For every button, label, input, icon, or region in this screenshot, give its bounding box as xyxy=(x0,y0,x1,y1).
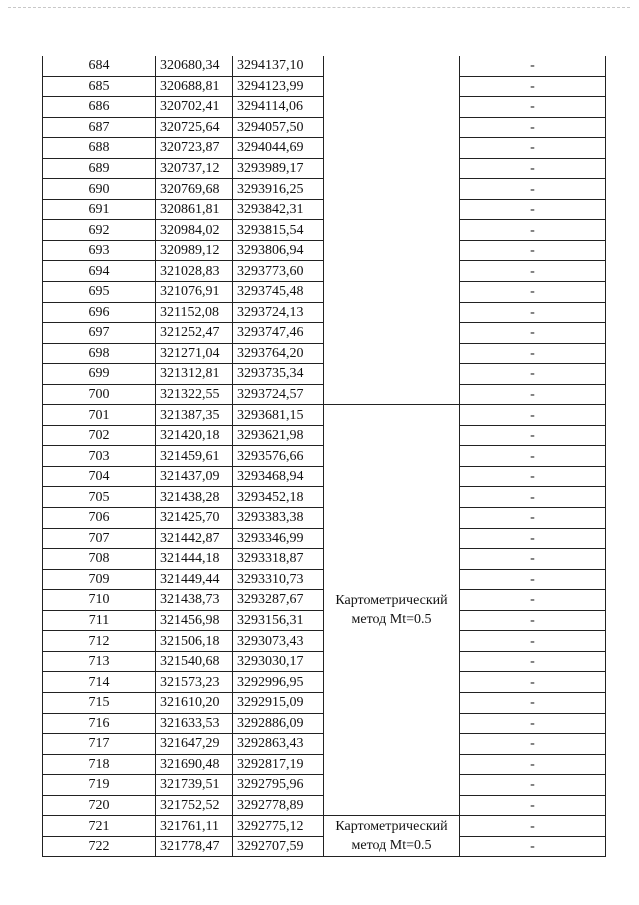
y-coordinate-cell: 3293576,66 xyxy=(233,446,324,467)
point-number-cell: 685 xyxy=(43,76,156,97)
x-coordinate-cell: 320861,81 xyxy=(156,199,233,220)
y-coordinate-cell: 3292778,89 xyxy=(233,795,324,816)
x-coordinate-cell: 321456,98 xyxy=(156,610,233,631)
y-coordinate-cell: 3293806,94 xyxy=(233,240,324,261)
point-number-cell: 719 xyxy=(43,775,156,796)
x-coordinate-cell: 321442,87 xyxy=(156,528,233,549)
y-coordinate-cell: 3292707,59 xyxy=(233,836,324,857)
accuracy-cell: - xyxy=(460,569,606,590)
accuracy-cell: - xyxy=(460,343,606,364)
accuracy-cell: - xyxy=(460,323,606,344)
point-number-cell: 722 xyxy=(43,836,156,857)
point-number-cell: 715 xyxy=(43,692,156,713)
x-coordinate-cell: 321387,35 xyxy=(156,405,233,426)
x-coordinate-cell: 321761,11 xyxy=(156,816,233,837)
table-row xyxy=(43,405,606,426)
y-coordinate-cell: 3293745,48 xyxy=(233,282,324,303)
point-number-cell: 702 xyxy=(43,425,156,446)
x-coordinate-cell: 321028,83 xyxy=(156,261,233,282)
y-coordinate-cell: 3293735,34 xyxy=(233,364,324,385)
x-coordinate-cell: 320723,87 xyxy=(156,138,233,159)
point-number-cell: 717 xyxy=(43,734,156,755)
point-number-cell: 689 xyxy=(43,158,156,179)
accuracy-cell: - xyxy=(460,734,606,755)
accuracy-cell: - xyxy=(460,302,606,323)
x-coordinate-cell: 320989,12 xyxy=(156,240,233,261)
x-coordinate-cell: 321152,08 xyxy=(156,302,233,323)
table-row xyxy=(43,56,606,76)
point-number-cell: 706 xyxy=(43,508,156,529)
accuracy-cell: - xyxy=(460,384,606,405)
x-coordinate-cell: 321076,91 xyxy=(156,282,233,303)
x-coordinate-cell: 321610,20 xyxy=(156,692,233,713)
x-coordinate-cell: 321438,28 xyxy=(156,487,233,508)
point-number-cell: 698 xyxy=(43,343,156,364)
point-number-cell: 703 xyxy=(43,446,156,467)
point-number-cell: 701 xyxy=(43,405,156,426)
page-top-divider xyxy=(8,7,630,8)
point-number-cell: 688 xyxy=(43,138,156,159)
y-coordinate-cell: 3293681,15 xyxy=(233,405,324,426)
accuracy-cell: - xyxy=(460,816,606,837)
accuracy-cell: - xyxy=(460,76,606,97)
y-coordinate-cell: 3293030,17 xyxy=(233,651,324,672)
x-coordinate-cell: 321647,29 xyxy=(156,734,233,755)
y-coordinate-cell: 3293452,18 xyxy=(233,487,324,508)
y-coordinate-cell: 3294123,99 xyxy=(233,76,324,97)
accuracy-cell: - xyxy=(460,528,606,549)
point-number-cell: 714 xyxy=(43,672,156,693)
point-number-cell: 686 xyxy=(43,97,156,118)
y-coordinate-cell: 3292795,96 xyxy=(233,775,324,796)
x-coordinate-cell: 321438,73 xyxy=(156,590,233,611)
y-coordinate-cell: 3293383,38 xyxy=(233,508,324,529)
accuracy-cell: - xyxy=(460,179,606,200)
point-number-cell: 707 xyxy=(43,528,156,549)
point-number-cell: 704 xyxy=(43,466,156,487)
method-cell-empty xyxy=(324,56,460,405)
accuracy-cell: - xyxy=(460,672,606,693)
y-coordinate-cell: 3293916,25 xyxy=(233,179,324,200)
y-coordinate-cell: 3293724,13 xyxy=(233,302,324,323)
accuracy-cell: - xyxy=(460,240,606,261)
point-number-cell: 687 xyxy=(43,117,156,138)
x-coordinate-cell: 320680,34 xyxy=(156,56,233,76)
x-coordinate-cell: 320688,81 xyxy=(156,76,233,97)
y-coordinate-cell: 3292775,12 xyxy=(233,816,324,837)
accuracy-cell: - xyxy=(460,425,606,446)
y-coordinate-cell: 3293318,87 xyxy=(233,549,324,570)
y-coordinate-cell: 3292886,09 xyxy=(233,713,324,734)
accuracy-cell: - xyxy=(460,549,606,570)
y-coordinate-cell: 3294137,10 xyxy=(233,56,324,76)
point-number-cell: 710 xyxy=(43,590,156,611)
point-number-cell: 694 xyxy=(43,261,156,282)
y-coordinate-cell: 3293346,99 xyxy=(233,528,324,549)
x-coordinate-cell: 320702,41 xyxy=(156,97,233,118)
point-number-cell: 712 xyxy=(43,631,156,652)
accuracy-cell: - xyxy=(460,775,606,796)
y-coordinate-cell: 3293073,43 xyxy=(233,631,324,652)
coordinates-table xyxy=(42,56,606,857)
accuracy-cell: - xyxy=(460,158,606,179)
accuracy-cell: - xyxy=(460,261,606,282)
y-coordinate-cell: 3293747,46 xyxy=(233,323,324,344)
point-number-cell: 708 xyxy=(43,549,156,570)
accuracy-cell: - xyxy=(460,97,606,118)
x-coordinate-cell: 321444,18 xyxy=(156,549,233,570)
point-number-cell: 684 xyxy=(43,56,156,76)
x-coordinate-cell: 321690,48 xyxy=(156,754,233,775)
method-cell: Картометрический метод Mt=0.5 xyxy=(324,816,460,857)
accuracy-cell: - xyxy=(460,364,606,385)
point-number-cell: 700 xyxy=(43,384,156,405)
accuracy-cell: - xyxy=(460,487,606,508)
accuracy-cell: - xyxy=(460,138,606,159)
coordinates-table-body xyxy=(43,56,606,857)
point-number-cell: 697 xyxy=(43,323,156,344)
y-coordinate-cell: 3293468,94 xyxy=(233,466,324,487)
x-coordinate-cell: 320984,02 xyxy=(156,220,233,241)
x-coordinate-cell: 321778,47 xyxy=(156,836,233,857)
y-coordinate-cell: 3292915,09 xyxy=(233,692,324,713)
accuracy-cell: - xyxy=(460,508,606,529)
point-number-cell: 693 xyxy=(43,240,156,261)
point-number-cell: 696 xyxy=(43,302,156,323)
accuracy-cell: - xyxy=(460,405,606,426)
table-row xyxy=(43,816,606,837)
x-coordinate-cell: 321506,18 xyxy=(156,631,233,652)
point-number-cell: 691 xyxy=(43,199,156,220)
accuracy-cell: - xyxy=(460,692,606,713)
x-coordinate-cell: 320737,12 xyxy=(156,158,233,179)
accuracy-cell: - xyxy=(460,713,606,734)
x-coordinate-cell: 320725,64 xyxy=(156,117,233,138)
y-coordinate-cell: 3293287,67 xyxy=(233,590,324,611)
x-coordinate-cell: 321739,51 xyxy=(156,775,233,796)
point-number-cell: 692 xyxy=(43,220,156,241)
y-coordinate-cell: 3293815,54 xyxy=(233,220,324,241)
y-coordinate-cell: 3293621,98 xyxy=(233,425,324,446)
point-number-cell: 709 xyxy=(43,569,156,590)
accuracy-cell: - xyxy=(460,651,606,672)
x-coordinate-cell: 320769,68 xyxy=(156,179,233,200)
y-coordinate-cell: 3294044,69 xyxy=(233,138,324,159)
accuracy-cell: - xyxy=(460,590,606,611)
x-coordinate-cell: 321459,61 xyxy=(156,446,233,467)
point-number-cell: 705 xyxy=(43,487,156,508)
accuracy-cell: - xyxy=(460,199,606,220)
point-number-cell: 721 xyxy=(43,816,156,837)
accuracy-cell: - xyxy=(460,610,606,631)
x-coordinate-cell: 321752,52 xyxy=(156,795,233,816)
x-coordinate-cell: 321271,04 xyxy=(156,343,233,364)
x-coordinate-cell: 321633,53 xyxy=(156,713,233,734)
y-coordinate-cell: 3293310,73 xyxy=(233,569,324,590)
y-coordinate-cell: 3292863,43 xyxy=(233,734,324,755)
y-coordinate-cell: 3293156,31 xyxy=(233,610,324,631)
y-coordinate-cell: 3294057,50 xyxy=(233,117,324,138)
accuracy-cell: - xyxy=(460,754,606,775)
x-coordinate-cell: 321425,70 xyxy=(156,508,233,529)
y-coordinate-cell: 3293724,57 xyxy=(233,384,324,405)
accuracy-cell: - xyxy=(460,836,606,857)
y-coordinate-cell: 3292817,19 xyxy=(233,754,324,775)
accuracy-cell: - xyxy=(460,631,606,652)
accuracy-cell: - xyxy=(460,446,606,467)
y-coordinate-cell: 3293764,20 xyxy=(233,343,324,364)
y-coordinate-cell: 3293842,31 xyxy=(233,199,324,220)
point-number-cell: 720 xyxy=(43,795,156,816)
x-coordinate-cell: 321252,47 xyxy=(156,323,233,344)
x-coordinate-cell: 321322,55 xyxy=(156,384,233,405)
accuracy-cell: - xyxy=(460,117,606,138)
method-cell: Картометрический метод Mt=0.5 xyxy=(324,405,460,816)
x-coordinate-cell: 321437,09 xyxy=(156,466,233,487)
x-coordinate-cell: 321312,81 xyxy=(156,364,233,385)
point-number-cell: 699 xyxy=(43,364,156,385)
x-coordinate-cell: 321573,23 xyxy=(156,672,233,693)
x-coordinate-cell: 321420,18 xyxy=(156,425,233,446)
x-coordinate-cell: 321540,68 xyxy=(156,651,233,672)
point-number-cell: 690 xyxy=(43,179,156,200)
point-number-cell: 711 xyxy=(43,610,156,631)
point-number-cell: 713 xyxy=(43,651,156,672)
y-coordinate-cell: 3292996,95 xyxy=(233,672,324,693)
x-coordinate-cell: 321449,44 xyxy=(156,569,233,590)
y-coordinate-cell: 3294114,06 xyxy=(233,97,324,118)
y-coordinate-cell: 3293773,60 xyxy=(233,261,324,282)
point-number-cell: 716 xyxy=(43,713,156,734)
accuracy-cell: - xyxy=(460,220,606,241)
point-number-cell: 695 xyxy=(43,282,156,303)
accuracy-cell: - xyxy=(460,466,606,487)
point-number-cell: 718 xyxy=(43,754,156,775)
accuracy-cell: - xyxy=(460,282,606,303)
accuracy-cell: - xyxy=(460,795,606,816)
y-coordinate-cell: 3293989,17 xyxy=(233,158,324,179)
accuracy-cell: - xyxy=(460,56,606,76)
